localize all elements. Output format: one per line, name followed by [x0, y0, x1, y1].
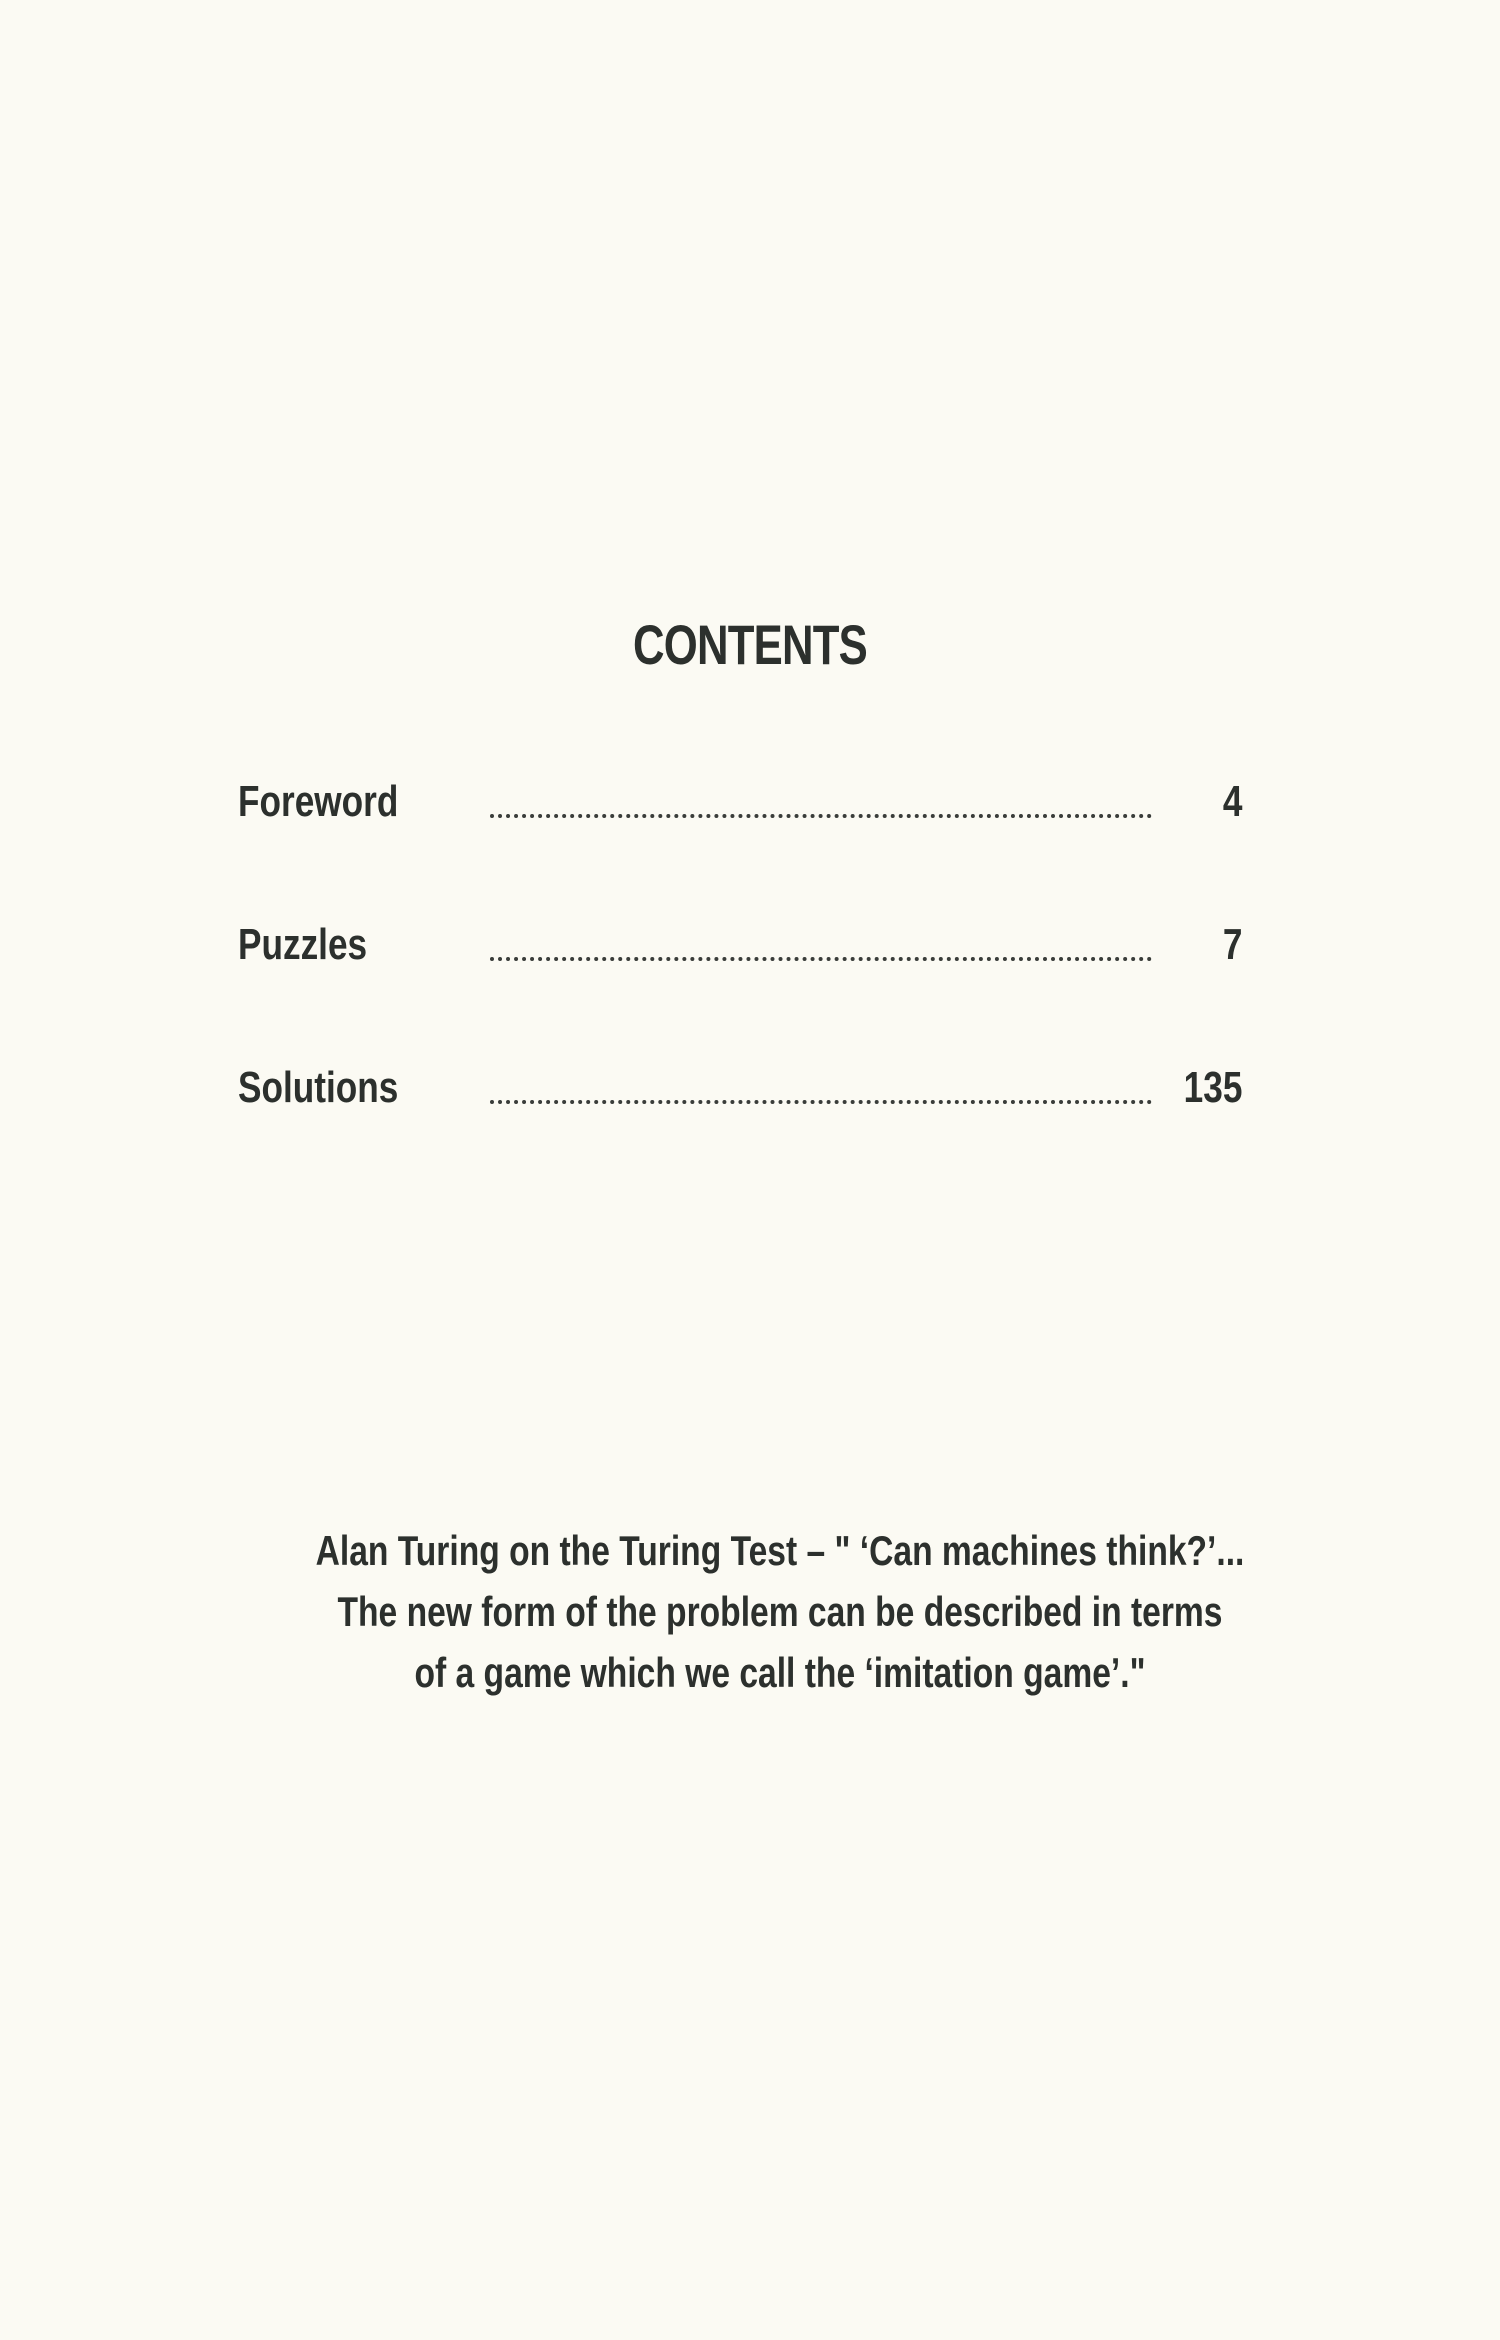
toc-entry-page-number: 7	[1222, 920, 1242, 969]
toc-entry-label: Solutions	[238, 1063, 399, 1112]
contents-heading: CONTENTS	[633, 613, 867, 676]
toc-entry-label: Puzzles	[238, 920, 368, 969]
toc-dot-leader	[490, 814, 1152, 818]
toc-entry-solutions	[238, 1058, 1242, 1118]
toc-entry-page-number: 135	[1183, 1063, 1242, 1112]
turing-quote	[300, 1520, 1260, 1703]
toc-entry-puzzles	[238, 915, 1242, 975]
quote-line: The new form of the problem can be described in terms	[337, 1588, 1223, 1635]
quote-line: of a game which we call the ‘imitation game’."	[414, 1649, 1146, 1696]
toc-dot-leader	[490, 957, 1152, 961]
toc-entry-label: Foreword	[238, 777, 399, 826]
quote-line: Alan Turing on the Turing Test – " ‘Can machines think?’...	[315, 1527, 1245, 1574]
toc-entry-page-number: 4	[1222, 777, 1242, 826]
toc-entry-foreword	[238, 772, 1242, 832]
toc-dot-leader	[490, 1100, 1152, 1104]
